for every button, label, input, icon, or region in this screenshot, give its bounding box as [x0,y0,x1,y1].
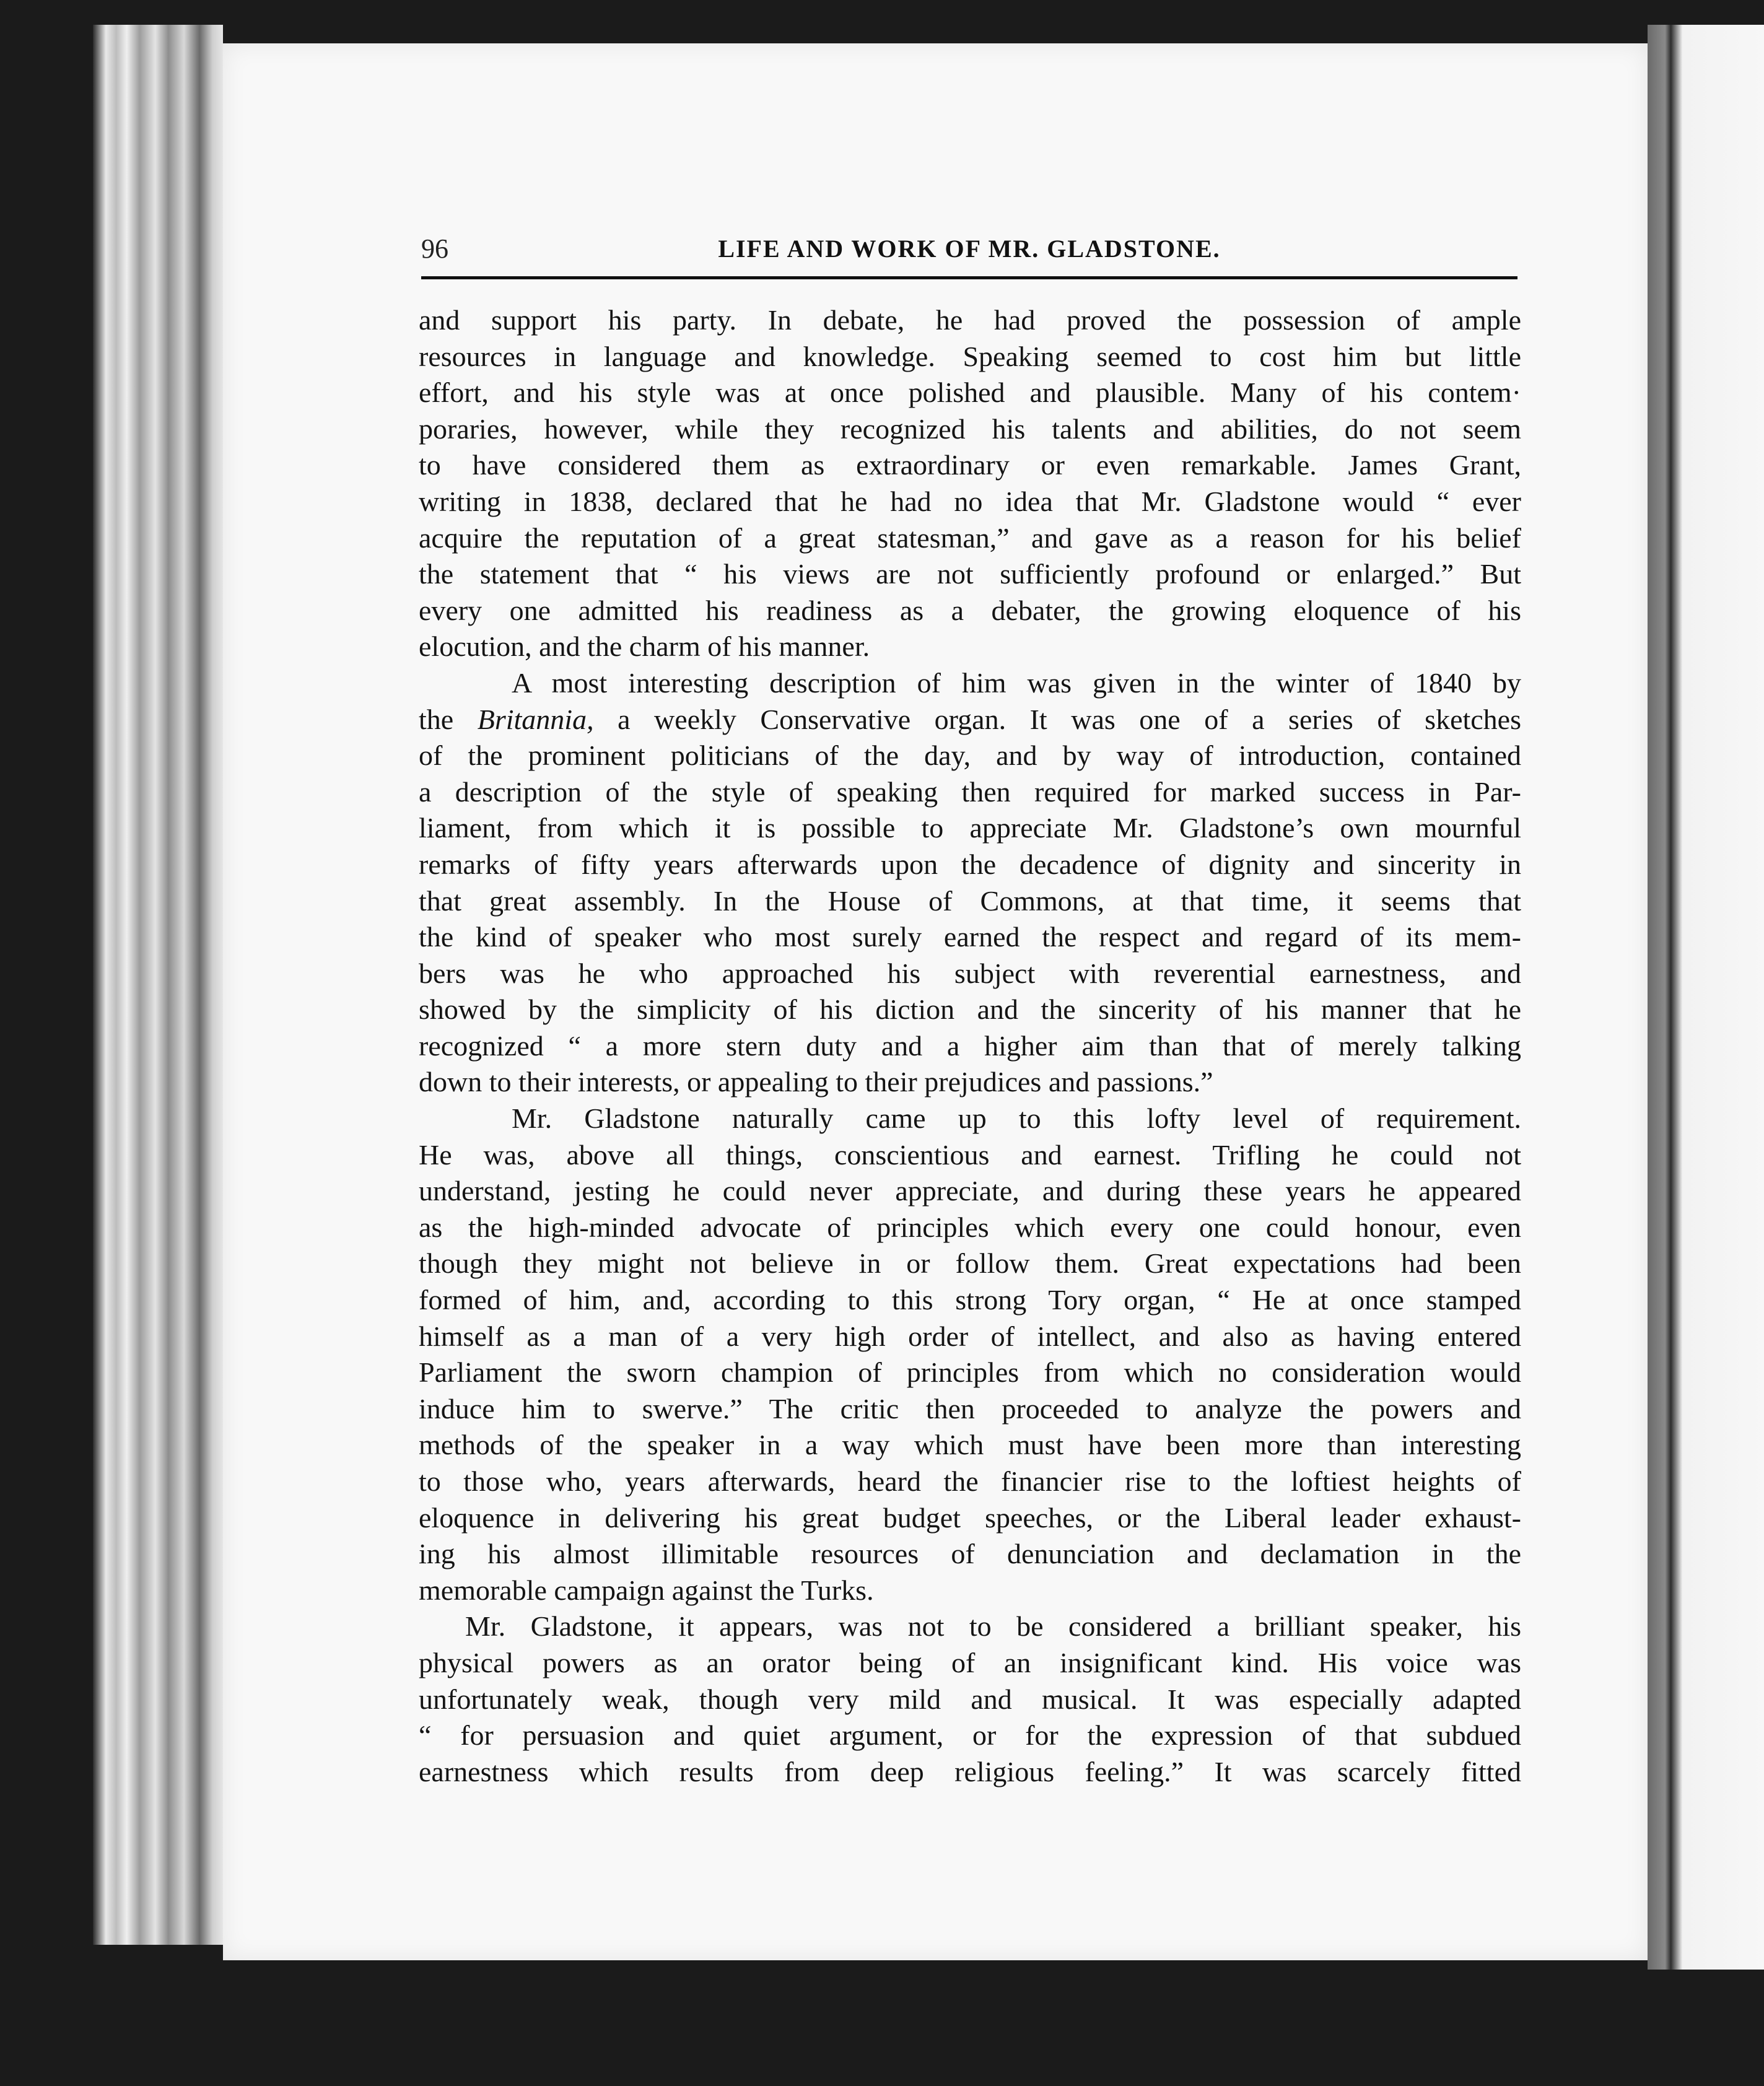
text-line: unfortunately weak, though very mild and musical. It was especially adapted [419,1683,1521,1715]
text-line: as the high-minded advocate of principles which every one could honour, even [419,1211,1521,1243]
text-fragment: the [419,703,454,735]
text-line: recognized “ a more stern duty and a higher aim than that of merely talking [419,1029,1521,1062]
text-line: Parliament the sworn champion of principles from which no consideration would [419,1356,1521,1389]
text-line: that great assembly. In the House of Commons, at that time, it seems that [419,884,1521,917]
text-line: eloquence in delivering his great budget speeches, or the Liberal leader exhaust- [419,1501,1521,1534]
running-title: LIFE AND WORK OF MR. GLADSTONE. [718,235,1221,263]
text-line: methods of the speaker in a way which must have been more than interesting [419,1429,1521,1461]
text-line: He was, above all things, conscientious and earnest. Trifling he could not [419,1138,1521,1171]
text-line: elocution, and the charm of his manner. [419,631,870,663]
text-line: to those who, years afterwards, heard the financier rise to the loftiest heights of [419,1465,1521,1497]
text-line: down to their interests, or appealing to their prejudices and passions.” [419,1066,1213,1098]
text-line: physical powers as an orator being of an insignificant kind. His voice was [419,1646,1521,1678]
text-line: the kind of speaker who most surely earned the respect and regard of its mem- [419,921,1521,953]
page-number: 96 [421,233,448,264]
text-line: ing his almost illimitable resources of denunciation and declamation in the [419,1538,1521,1570]
text-line: though they might not believe in or follow them. Great expectations had been [419,1247,1521,1280]
text-line: to have considered them as extraordinary or even remarkable. James Grant, [419,449,1521,481]
text-line: understand, jesting he could never appreciate, and during these years he appeared [419,1175,1521,1207]
text-line: resources in language and knowledge. Speaking seemed to cost him but little [419,340,1521,372]
text-fragment: a weekly Conservative organ. It was one of a series of sketches [618,703,1521,735]
header-rule [421,276,1517,279]
text-line: liament, from which it is possible to appreciate Mr. Gladstone’s own mournful [419,812,1521,844]
text-line: a description of the style of speaking then required for marked success in Par- [419,775,1521,808]
text-line: the statement that “ his views are not sufficiently profound or enlarged.” But [419,558,1521,590]
paragraph-start-line: A most interesting description of him was given in the winter of 1840 by [512,666,1521,699]
page-header [421,233,1517,276]
book-page-edges [93,25,223,1945]
text-line: effort, and his style was at once polished and plausible. Many of his contem· [419,377,1521,409]
body-text [419,302,1521,1790]
text-line: bers was he who approached his subject with reverential earnestness, and [419,957,1521,989]
text-line: formed of him, and, according to this strong Tory organ, “ He at once stamped [419,1284,1521,1316]
paragraph-start-line: Mr. Gladstone naturally came up to this lofty level of requirement. [512,1102,1521,1135]
publication-title: Britannia, [477,703,594,735]
text-line: earnestness which results from deep religious feeling.” It was scarcely fitted [419,1755,1521,1787]
text-line-with-italic [419,702,1521,738]
text-line: poraries, however, while they recognized his talents and abilities, do not seem [419,412,1521,445]
paragraph-start-line: Mr. Gladstone, it appears, was not to be considered a brilliant speaker, his [465,1610,1521,1643]
text-line: “ for persuasion and quiet argument, or for the expression of that subdued [419,1719,1521,1752]
text-line: acquire the reputation of a great statesman,” and gave as a reason for his belief [419,522,1521,554]
text-line: remarks of fifty years afterwards upon the decadence of dignity and sincerity in [419,848,1521,880]
text-line: memorable campaign against the Turks. [419,1574,874,1606]
text-line: himself as a man of a very high order of intellect, and also as having entered [419,1320,1521,1352]
text-line: induce him to swerve.” The critic then proceeded to analyze the powers and [419,1392,1521,1425]
text-line: of the prominent politicians of the day, and by way of introduction, contained [419,740,1521,772]
text-line: every one admitted his readiness as a debater, the growing eloquence of his [419,594,1521,626]
text-line: showed by the simplicity of his diction and the sincerity of his manner that he [419,993,1521,1026]
text-line: writing in 1838, declared that he had no idea that Mr. Gladstone would “ ever [419,485,1521,517]
text-line: and support his party. In debate, he had proved the possession of ample [419,304,1521,336]
facing-page-edge [1648,25,1764,1970]
